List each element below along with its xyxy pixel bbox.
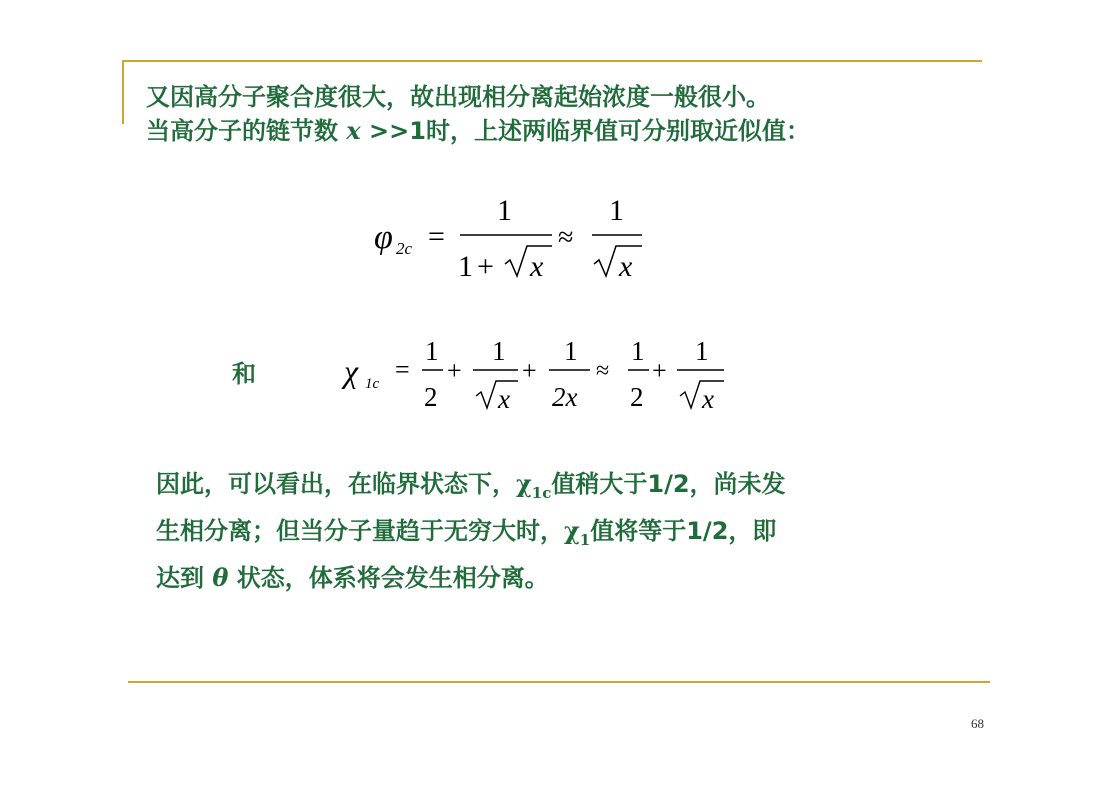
half-1-denominator: 2: [424, 382, 438, 412]
approx-sign: ≈: [558, 222, 574, 253]
invsqrt-2-x: x: [702, 384, 714, 414]
conclusion-line-2: 生相分离；但当分子量趋于无穷大时，$\chi_1$值将等于1/2，即: [156, 515, 777, 549]
and-label: 和: [232, 360, 256, 388]
plus-1: +: [447, 356, 462, 385]
chi-symbol-inline: χ: [516, 469, 532, 498]
half-2-numerator: 1: [631, 336, 645, 366]
equation-phi-2c: [370, 190, 660, 285]
top-rule: [122, 60, 982, 62]
frac2-den-x: x: [619, 250, 633, 283]
equals-sign: =: [395, 355, 410, 384]
frac1-den-one: 1: [458, 250, 473, 283]
phi-subscript: 2c: [396, 239, 413, 258]
inv2x-numerator: 1: [564, 336, 578, 366]
invsqrt-1-numerator: 1: [492, 336, 506, 366]
approx-sign: ≈: [596, 358, 610, 384]
equals-sign: =: [428, 220, 445, 253]
bottom-rule: [128, 681, 990, 683]
theta-symbol: θ: [212, 562, 229, 592]
frac1-numerator: 1: [497, 194, 512, 227]
half-2-denominator: 2: [630, 382, 644, 412]
intro-line-2: 当高分子的链节数 x >>1时，上述两临界值可分别取近似值：: [146, 116, 810, 145]
equation-chi-1c: [340, 330, 740, 425]
conclusion-text: [156, 465, 786, 597]
phi-symbol: φ: [374, 219, 393, 256]
invsqrt-2-numerator: 1: [695, 336, 709, 366]
plus-2: +: [522, 356, 537, 385]
frac2-sqrt-sign: [594, 246, 642, 276]
plus-3: +: [652, 356, 667, 385]
half-1-numerator: 1: [425, 336, 439, 366]
left-rule: [122, 60, 124, 124]
chi-subscript: 1c: [365, 376, 380, 392]
frac1-den-plus: +: [477, 250, 494, 283]
chi-subscript-inline: 1c: [531, 483, 552, 502]
invsqrt-1-sqrt-sign: [476, 381, 518, 408]
conclusion-line-1: 因此，可以看出，在临界状态下，$\chi_{1c}$值稍大于1/2，尚未发: [156, 469, 786, 502]
intro-line-1: 又因高分子聚合度很大，故出现相分离起始浓度一般很小。: [146, 83, 770, 111]
intro-x-variable: x: [346, 116, 361, 145]
chi-subscript-inline: 1: [579, 530, 591, 549]
invsqrt-1-x: x: [498, 384, 510, 414]
inv2x-denominator: 2x: [552, 382, 578, 412]
frac2-numerator: 1: [609, 194, 624, 227]
chi-symbol-inline: χ: [564, 515, 580, 545]
frac1-sqrt-sign: [505, 246, 552, 276]
page-number: 68: [971, 716, 984, 731]
conclusion-line-3: 达到 θ 状态，体系将会发生相分离。: [156, 562, 549, 592]
frac1-den-x: x: [530, 250, 544, 283]
intro-text: [146, 80, 810, 148]
chi-symbol: χ: [344, 353, 359, 389]
